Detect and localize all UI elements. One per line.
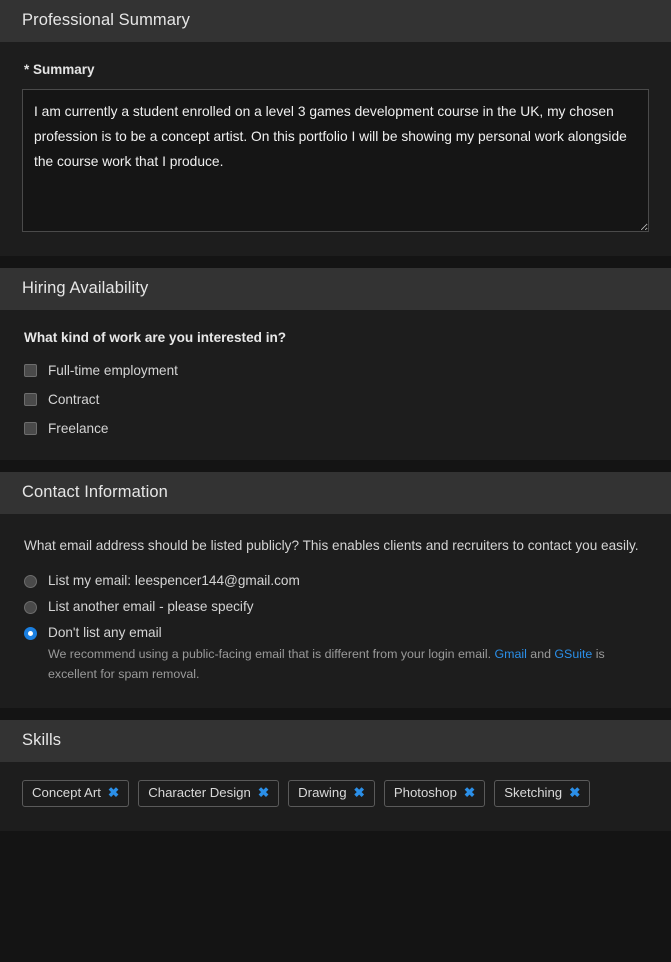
skill-chip-label: Character Design xyxy=(148,785,251,801)
email-helper-text xyxy=(48,644,648,684)
professional-summary-header: Professional Summary xyxy=(0,0,671,42)
summary-label-text: Summary xyxy=(33,62,95,77)
checkbox-icon[interactable] xyxy=(24,422,37,435)
radio-label-list-another-email: List another email - please specify xyxy=(48,599,254,614)
skills-card xyxy=(0,720,671,831)
skill-chip[interactable] xyxy=(22,780,129,807)
skill-chip[interactable] xyxy=(384,780,485,807)
remove-icon[interactable]: ✖ xyxy=(257,785,270,800)
remove-icon[interactable]: ✖ xyxy=(107,785,120,800)
helper-text-part-3: is excellent for spam removal. xyxy=(48,647,605,681)
checkbox-row-freelance[interactable] xyxy=(24,421,649,436)
radio-label-dont-list-email: Don't list any email xyxy=(48,625,162,640)
skill-chip-label: Concept Art xyxy=(32,785,101,801)
contact-information-card xyxy=(0,472,671,708)
summary-field-label xyxy=(24,62,649,77)
remove-icon[interactable]: ✖ xyxy=(463,785,476,800)
hiring-availability-body xyxy=(0,310,671,460)
radio-row-list-another-email[interactable] xyxy=(24,599,649,614)
checkbox-icon[interactable] xyxy=(24,364,37,377)
remove-icon[interactable]: ✖ xyxy=(353,785,365,800)
gmail-link[interactable]: Gmail xyxy=(494,647,527,661)
skill-chip-label: Sketching xyxy=(504,785,563,801)
skill-chip-label: Drawing xyxy=(298,785,347,801)
helper-text-part-1: We recommend using a public-facing email that is different from your login email. xyxy=(48,647,495,661)
skills-body xyxy=(0,762,671,831)
radio-icon[interactable] xyxy=(24,601,37,614)
skill-chip-label: Photoshop xyxy=(393,785,457,801)
skill-chip[interactable] xyxy=(138,780,279,807)
checkbox-icon[interactable] xyxy=(24,393,37,406)
contact-description: What email address should be listed publicly? This enables clients and recruiters to contact you easily. xyxy=(24,538,639,553)
remove-icon[interactable]: ✖ xyxy=(569,785,581,800)
required-star: * xyxy=(24,62,30,77)
contact-information-header: Contact Information xyxy=(0,472,671,514)
radio-icon[interactable] xyxy=(24,575,37,588)
checkbox-row-fulltime[interactable] xyxy=(24,363,649,378)
summary-input[interactable] xyxy=(22,89,649,232)
checkbox-label-freelance: Freelance xyxy=(48,421,109,436)
professional-summary-body xyxy=(0,42,671,256)
checkbox-label-fulltime: Full-time employment xyxy=(48,363,178,378)
skills-header: Skills xyxy=(0,720,671,762)
checkbox-row-contract[interactable] xyxy=(24,392,649,407)
gsuite-link[interactable]: GSuite xyxy=(554,647,593,661)
radio-label-list-my-email: List my email: leespencer144@gmail.com xyxy=(48,573,300,588)
work-interest-question: What kind of work are you interested in? xyxy=(24,330,287,345)
professional-summary-card xyxy=(0,0,671,256)
radio-row-list-my-email[interactable] xyxy=(24,573,649,588)
skill-chip[interactable] xyxy=(494,780,590,807)
skill-chip[interactable] xyxy=(288,780,375,807)
hiring-availability-header: Hiring Availability xyxy=(0,268,671,310)
checkbox-label-contract: Contract xyxy=(48,392,100,407)
hiring-availability-card xyxy=(0,268,671,460)
contact-information-body xyxy=(0,514,671,708)
radio-icon-selected[interactable] xyxy=(24,627,37,640)
skills-chip-list xyxy=(22,780,649,807)
helper-text-part-2: and xyxy=(526,647,555,661)
radio-row-dont-list-email[interactable] xyxy=(24,625,649,640)
